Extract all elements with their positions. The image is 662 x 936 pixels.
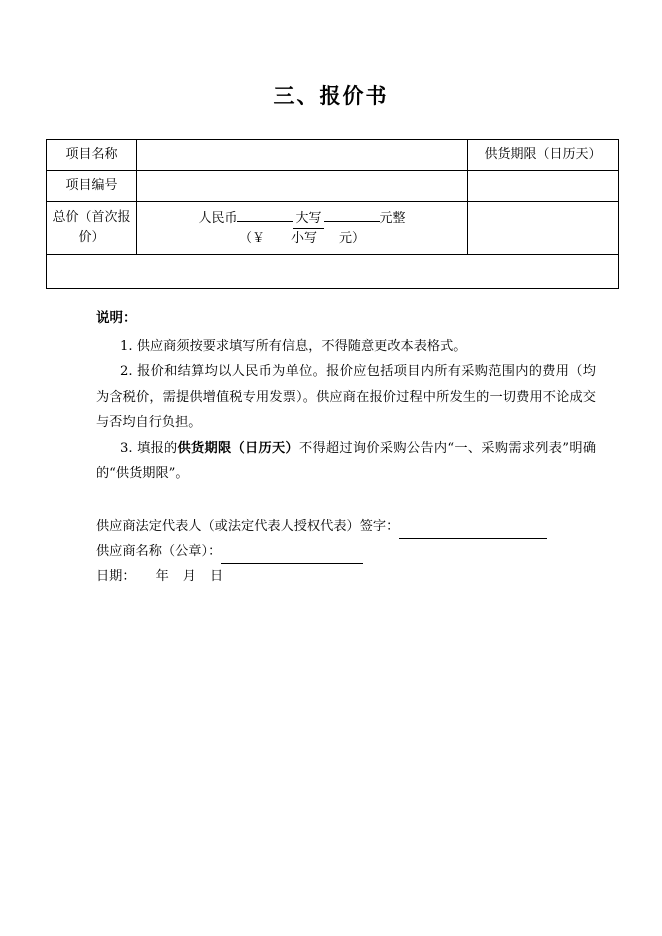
field-total-price[interactable] xyxy=(137,202,468,255)
note-3-part2: 不得超过询价采购公告内“一、采购需求列表”明确的“供货期限”。 xyxy=(96,440,597,481)
signature-representative-row xyxy=(96,514,596,539)
row-label-project-name xyxy=(47,140,137,171)
notes-section xyxy=(96,306,596,487)
field-project-number-value[interactable] xyxy=(137,171,468,202)
note-3-part1: 3. 填报的 xyxy=(120,440,178,456)
note-3-bold-term: 供货期限（日历天） xyxy=(177,440,299,456)
date-label: 日期： xyxy=(96,569,136,584)
currency-suffix-label: 元整 xyxy=(379,210,406,226)
field-delivery-period-value-2[interactable] xyxy=(468,202,619,255)
quotation-table xyxy=(46,139,619,289)
currency-prefix-label: 人民币 xyxy=(198,210,238,226)
representative-signature-line[interactable] xyxy=(399,525,547,539)
date-year-unit: 年 xyxy=(155,569,169,584)
signature-date-row xyxy=(96,564,596,589)
price-lowercase-hint: 小写 xyxy=(290,231,317,246)
header-delivery-period xyxy=(468,140,619,171)
price-uppercase-blank-right[interactable] xyxy=(324,221,380,222)
row-label-total-price xyxy=(47,202,137,255)
note-item-2: 2. 报价和结算均以人民币为单位。报价应包括项目内所有采购范围内的费用（均为含税价，需提供增值税专用发票）。供应商在报价过程中所发生的一切费用不论成交与否均自行负担。 xyxy=(96,364,596,430)
label-text-line1: 总价（首次报 xyxy=(52,209,131,225)
signature-supplier-row xyxy=(96,539,596,564)
label-text: 项目编号 xyxy=(65,177,118,193)
row-label-project-number xyxy=(47,171,137,202)
price-lowercase-line xyxy=(137,229,467,249)
field-project-name-value[interactable] xyxy=(137,140,468,171)
label-text-line2: 价） xyxy=(78,230,105,245)
notes-heading: 说明： xyxy=(96,310,137,326)
price-entry-area xyxy=(137,206,467,251)
table-row xyxy=(47,255,619,289)
delivery-period-label: 供货期限（日历天） xyxy=(484,146,602,162)
price-uppercase-line xyxy=(137,209,467,230)
note-item-1: 1. 供应商须按要求填写所有信息，不得随意更改本表格式。 xyxy=(120,338,467,354)
date-day-unit: 日 xyxy=(209,569,224,584)
table-row xyxy=(47,171,619,202)
date-month-unit: 月 xyxy=(182,569,196,584)
supplier-name-label: 供应商名称（公章）： xyxy=(96,544,222,559)
page-title: 三、报价书 xyxy=(273,83,389,108)
table-row xyxy=(47,202,619,255)
signature-section xyxy=(96,514,596,589)
price-open-paren: （￥ xyxy=(238,231,265,246)
field-remarks-blank[interactable] xyxy=(47,255,619,289)
note-item-3 xyxy=(96,436,596,487)
representative-label: 供应商法定代表人（或法定代表人授权代表）签字： xyxy=(96,519,400,534)
field-delivery-period-value[interactable] xyxy=(468,171,619,202)
price-uppercase-blank-left[interactable] xyxy=(237,221,293,222)
price-uppercase-hint: 大写 xyxy=(293,209,323,230)
price-unit-close: 元） xyxy=(339,231,366,246)
table-row xyxy=(47,140,619,171)
label-text: 项目名称 xyxy=(65,146,118,162)
supplier-name-line[interactable] xyxy=(221,550,363,564)
